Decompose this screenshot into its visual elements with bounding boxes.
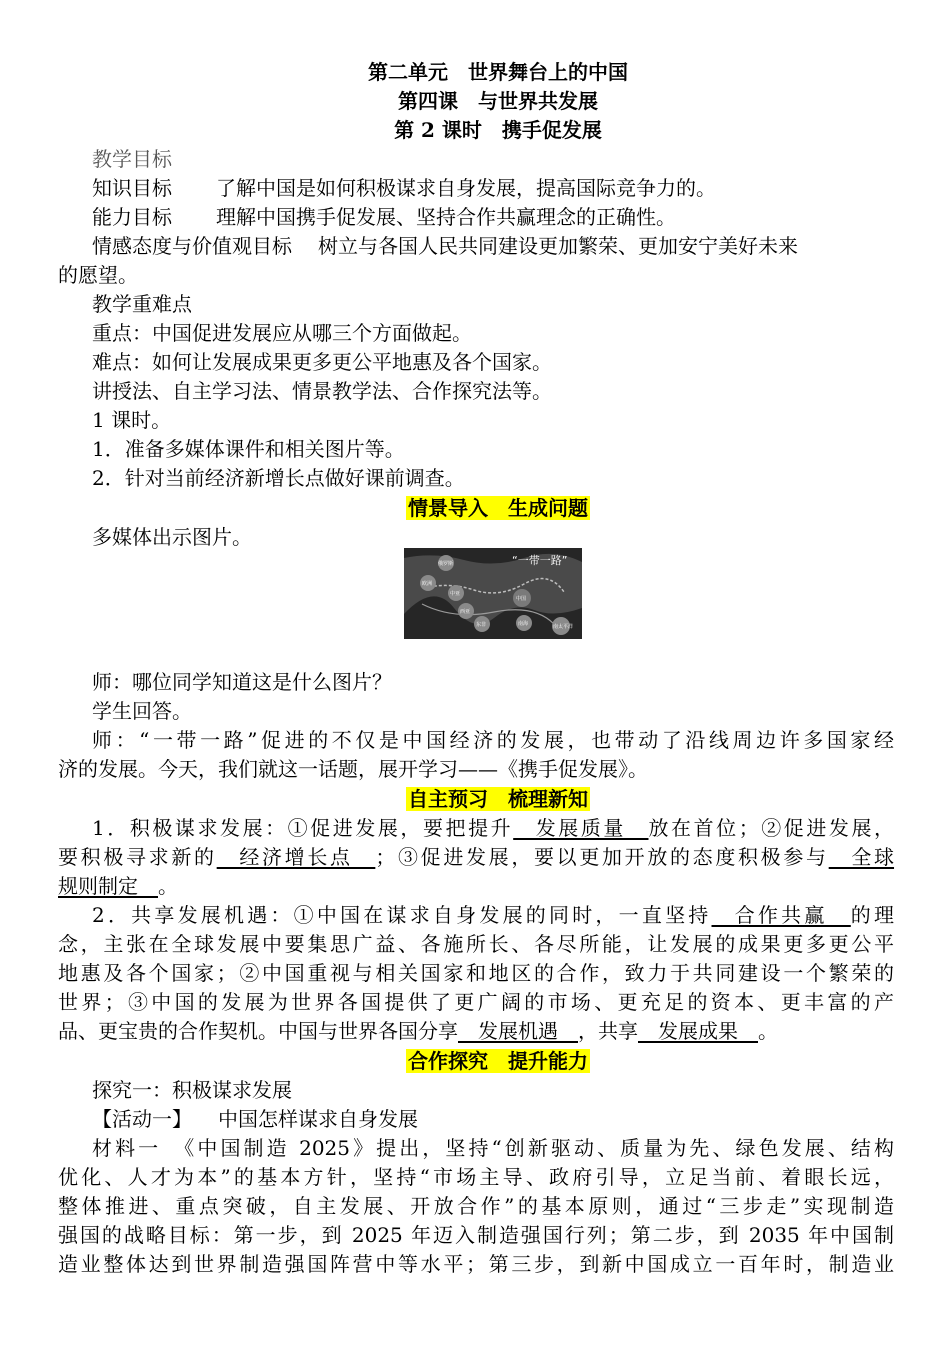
preview-p2-line-3: 地惠及各个国家；②中国重视与相关国家和地区的合作，致力于共同建设一个繁荣的 xyxy=(58,961,894,985)
focus-point: 重点：中国促进发展应从哪三个方面做起。 xyxy=(92,321,472,345)
duration: 1 课时。 xyxy=(92,408,172,432)
objectives-heading: 教学目标 xyxy=(92,147,172,171)
blank-development-results: 发展成果 xyxy=(638,1019,758,1043)
blank-win-win: 合作共赢 xyxy=(711,903,851,927)
emotion-text-1: 树立与各国人民共同建设更加繁荣、更加安宁美好未来 xyxy=(318,234,798,258)
activity-text: 中国怎样谋求自身发展 xyxy=(218,1107,418,1131)
map-label-europe: 欧洲 xyxy=(422,581,433,587)
map-label-central-asia: 中亚 xyxy=(450,591,461,597)
activity-one xyxy=(58,1105,894,1134)
preview-p2-line-5 xyxy=(58,1017,894,1046)
preview-p1-text-e: 。 xyxy=(158,874,178,898)
knowledge-objective xyxy=(58,174,894,203)
material-one-line-1: 材料一 《中国制造 2025》提出，坚持“创新驱动、质量为先、绿色发展、结构 xyxy=(92,1136,894,1160)
map-label-russia: 俄罗斯 xyxy=(438,561,454,567)
map-caption: “一带一路” xyxy=(512,554,568,567)
emotion-label: 情感态度与价值观目标 xyxy=(92,234,292,258)
section-heading-inquiry xyxy=(58,1046,894,1076)
knowledge-label: 知识目标 xyxy=(92,176,172,200)
preview-p1-text-d: ；③促进发展，要以更加开放的态度积极参与 xyxy=(375,845,829,869)
belt-and-road-map-image xyxy=(404,548,582,639)
preparation-1: 1．准备多媒体课件和相关图片等。 xyxy=(92,437,405,461)
preview-p2-text-e: 。 xyxy=(758,1019,778,1043)
map-graphic xyxy=(404,548,582,639)
document-page xyxy=(58,58,894,1279)
ability-text: 理解中国携手促发展、坚持合作共赢理念的正确性。 xyxy=(216,205,676,229)
preview-p2-text-b: 的理 xyxy=(850,903,895,927)
preview-p1-text-b: 放在首位；②促进发展， xyxy=(648,816,895,840)
lesson-title: 第四课 与世界共发展 xyxy=(398,89,598,113)
section-heading-intro xyxy=(58,493,894,523)
preview-p1-line-1 xyxy=(58,814,894,843)
map-label-south-sea: 南海 xyxy=(518,621,529,627)
section-heading-intro-text: 情景导入 生成问题 xyxy=(408,496,588,520)
period-title: 第 2 课时 携手促发展 xyxy=(394,118,602,142)
blank-development-opportunity: 发展机遇 xyxy=(458,1019,578,1043)
student-answer: 学生回答。 xyxy=(92,699,192,723)
inquiry-one: 探究一：积极谋求发展 xyxy=(92,1078,292,1102)
preview-p2-text-c: 品、更宝贵的合作契机。中国与世界各国分享 xyxy=(58,1019,458,1043)
preview-p1-line-3 xyxy=(58,872,894,901)
teacher-intro-line-1: 师：“一带一路”促进的不仅是中国经济的发展，也带动了沿线周边许多国家经 xyxy=(92,728,894,752)
preview-p2-line-2: 念，主张在全球发展中要集思广益、各施所长、各尽所能，让发展的成果更多更公平 xyxy=(58,932,894,956)
knowledge-text: 了解中国是如何积极谋求自身发展，提高国际竞争力的。 xyxy=(216,176,716,200)
map-label-east-africa: 东非 xyxy=(476,622,487,628)
map-label-china: 中国 xyxy=(516,596,527,602)
teaching-methods: 讲授法、自主学习法、情景教学法、合作探究法等。 xyxy=(92,379,552,403)
material-one-line-4: 强国的战略目标：第一步，到 2025 年迈入制造强国行列；第二步，到 2035 年中国制 xyxy=(58,1223,894,1247)
show-image-instruction: 多媒体出示图片。 xyxy=(92,525,252,549)
difficulty-point: 难点：如何让发展成果更多更公平地惠及各个国家。 xyxy=(92,350,552,374)
section-heading-preview xyxy=(58,784,894,814)
key-points-heading: 教学重难点 xyxy=(92,292,192,316)
emotion-text-2: 的愿望。 xyxy=(58,263,138,287)
preview-p2-text-a: 2．共享发展机遇：①中国在谋求自身发展的同时，一直坚持 xyxy=(92,903,712,927)
activity-label: 【活动一】 xyxy=(92,1107,192,1131)
map-label-south-pacific: 南太平洋 xyxy=(553,624,574,630)
unit-title: 第二单元 世界舞台上的中国 xyxy=(368,60,628,84)
ability-label: 能力目标 xyxy=(92,205,172,229)
section-heading-preview-text: 自主预习 梳理新知 xyxy=(408,787,588,811)
preview-p1-text-a: 1．积极谋求发展：①促进发展，要把提升 xyxy=(92,816,514,840)
section-heading-inquiry-text: 合作探究 提升能力 xyxy=(408,1049,588,1073)
blank-growth-point: 经济增长点 xyxy=(216,845,376,869)
material-one-line-3: 整体推进、重点突破，自主发展、开放合作”的基本原则，通过“三步走”实现制造 xyxy=(58,1194,894,1218)
material-one-line-5: 造业整体达到世界制造强国阵营中等水平；第三步，到新中国成立一百年时，制造业 xyxy=(58,1252,894,1276)
preview-p2-line-4: 世界；③中国的发展为世界各国提供了更广阔的市场、更充足的资本、更丰富的产 xyxy=(58,990,894,1014)
preview-p2-text-d: ，共享 xyxy=(578,1019,638,1043)
map-label-west-asia: 西亚 xyxy=(460,609,471,615)
teacher-question: 师：哪位同学知道这是什么图片？ xyxy=(92,670,392,694)
material-one-line-2: 优化、人才为本”的基本方针，坚持“市场主导、政府引导，立足当前、着眼长远， xyxy=(58,1165,894,1189)
blank-global-rules-part-1: 全球 xyxy=(828,845,895,869)
blank-global-rules-part-2: 规则制定 xyxy=(58,874,158,898)
preview-p1-line-2 xyxy=(58,843,894,872)
blank-development-quality: 发展质量 xyxy=(513,816,649,840)
preview-p2-line-1 xyxy=(58,901,894,930)
emotion-objective xyxy=(58,232,894,261)
preview-p1-text-c: 要积极寻求新的 xyxy=(58,845,217,869)
teacher-intro-line-2: 济的发展。今天，我们就这一话题，展开学习——《携手促发展》。 xyxy=(58,757,648,781)
preparation-2: 2．针对当前经济新增长点做好课前调查。 xyxy=(92,466,465,490)
ability-objective xyxy=(58,203,894,232)
